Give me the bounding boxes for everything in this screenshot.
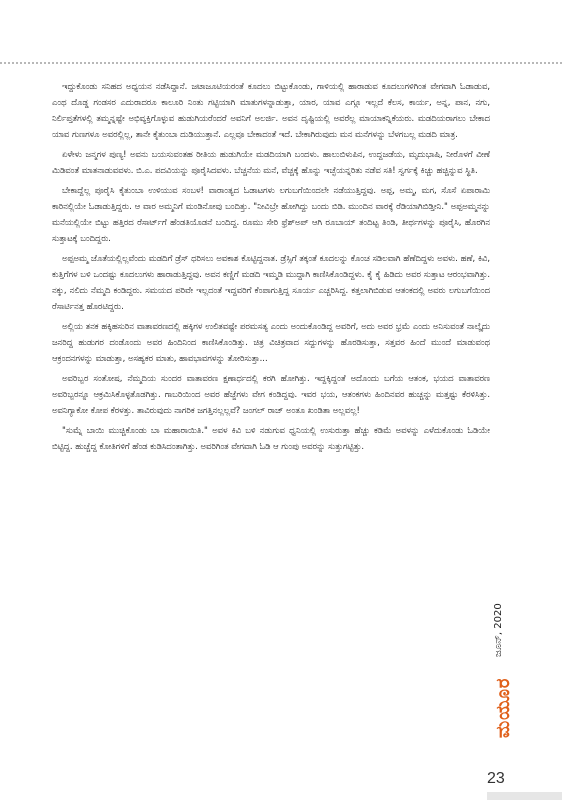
article-paragraph: ಏಳೇಳು ಜನ್ಮಗಳ ಪುಣ್ಯ! ಅವನು ಬಯಸುವಂತಹ ರೀತಿಯ ಹುಡುಗಿಯೇ ಮಡದಿಯಾಗಿ ಬಂದಳು. ಹಾಲುಬಿಳುಪಿನ, ಉದ್ದಜಡೆಯ, ಮೃದುಭಾಷಿ, ನೀರೊಳಗೆ ವೀಣೆ ಮಿಡಿವಂತೆ ಮಾತನಾಡುವವಳು. ಬಿ.ಎ. ಪದವಿಯನ್ನು ಪೂರೈಸಿದವಳು. ಬೆಚ್ಚನೆಯ ಮನೆ, ವೆಚ್ಚಕ್ಕೆ ಹೊನ್ನು ಇಚ್ಛೆಯನ್ನರಿತು ನಡೆವ ಸತಿ! ಸ್ವರ್ಗಕ್ಕೆ ಕಿಚ್ಚು ಹಚ್ಚಿನ್ನುವ ಸ್ಥಿತಿ. (52, 149, 490, 175)
article-paragraph: "ಸುಮ್ನೆ ಬಾಯಿ ಮುಚ್ಚಿಕೊಂಡು ಬಾ ಮಹಾರಾಯಿತಿ." ಅವಳ ಕಿವಿ ಬಳಿ ನಡುಗುವ ಧ್ವನಿಯಲ್ಲಿ ಉಸುರುತ್ತಾ ಹೆಚ್ಚು ಕಡಿಮೆ ಅವಳನ್ನು ಎಳೆದುಕೊಂಡು ಓಡಿಯೇ ಬಿಟ್ಟಿದ್ದ. ಹುಚ್ಚೆದ್ದ ಕೋತಿಗಳಿಗೆ ಹೆಂಡ ಕುಡಿಸಿದಂತಾಗಿತ್ತು. ಅವರಿಗಿಂತ ವೇಗವಾಗಿ ಓಡಿ ಆ ಗುಂಪು ಅವರನ್ನು ಸುತ್ತುಗಟ್ಟಿತ್ತು. (52, 425, 490, 451)
issue-date: ಜೂನ್, 2020 (493, 603, 504, 657)
article-paragraph: ಅಪ್ಪಅಮ್ಮ ಜೊತೆಯಲ್ಲಿಲ್ಲವೆಂದು ಮಡದಿಗೆ ಡ್ರೆಸ್ ಧರಿಸಲು ಅವಕಾಶ ಕೊಟ್ಟಿದ್ದನಾತ. ಡ್ರೆಸ್ಸಿಗೆ ತಕ್ಕಂತೆ ಕೂದಲನ್ನು ಕೊಂಚ ಸಡಿಲವಾಗಿ ಹೆಣೆದಿದ್ದಳು ಅವಳು. ಹಣೆ, ಕಿವಿ, ಕುತ್ತಿಗೆಗಳ ಬಳಿ ಒಂದಷ್ಟು ಕೂದಲುಗಳು ಹಾರಾಡುತ್ತಿದ್ದವು. ಅವನ ಕಣ್ಣಿಗೆ ಮಡದಿ ಇಮ್ಮಡಿ ಮುದ್ದಾಗಿ ಕಾಣಿಸಿಕೊಂಡಿದ್ದಳು. ಕೈ ಕೈ ಹಿಡಿದು ಅವರ ಸುತ್ತಾಟ ಆರಂಭವಾಗಿತ್ತು. ನಕ್ಕು, ನಲಿದು ನೆಮ್ಮದಿ ಕಂಡಿದ್ದರು. ಸಮಯದ ಪರಿವೇ ಇಲ್ಲದಂತೆ ಇದ್ದವರಿಗೆ ಕೆಂಪಾಗುತ್ತಿದ್ದ ಸೂರ್ಯ ಎಚ್ಚರಿಸಿದ್ದ. ಕತ್ತಲಾಗಿಬಿಡುವ ಆತಂಕದಲ್ಲಿ ಅವರು ಲಗುಬಗೆಯಿಂದ ರೆಸಾರ್ಟಿನತ್ತ ಹೊರಟಿದ್ದರು. (52, 253, 490, 311)
top-dotted-divider (0, 62, 562, 64)
article-body (52, 78, 490, 690)
magazine-side-rail (493, 600, 519, 750)
article-paragraph: ಇದ್ದುಕೊಂಡು ಸನಿಹದ ಅಧ್ಯಯನ ನಡೆಸಿದ್ದಾನೆ. ಜಟಾಜೂಟಿಯರಂತೆ ಕೂದಲು ಬಿಟ್ಟುಕೊಂಡು, ಗಾಳಿಯಲ್ಲಿ ಹಾರಾಡುವ ಕೂದಲುಗಳಿಗಿಂತ ವೇಗವಾಗಿ ಓಡಾಡುವ, ಎಂಥ ದೊಡ್ಡ ಗಂಡಸರ ಎದುರಾದರೂ ಕಾಲೂರಿ ನಿಂತು ಗಟ್ಟಿಯಾಗಿ ಮಾತುಗಳನ್ನಾಡುತ್ತಾ, ಯಾರ, ಯಾವ ಎಗ್ಗೂ ಇಲ್ಲದೆ ಕೆಲಸ, ಕಾರ್ಯ, ಅನ್ನ, ಪಾನ, ನಗು, ನಿರ್ಲಿಪ್ತತೆಗಳಲ್ಲಿ ತಮ್ಮನ್ನಷ್ಟೇ ಅಭಿವ್ಯಕ್ತಿಗೊಳ್ಳುವ ಹುಡುಗಿಯರೆಂದರೆ ಅವನಿಗೆ ಅಲರ್ಜಿ. ಅವನ ದೃಷ್ಟಿಯಲ್ಲಿ ಅವರೆಲ್ಲ ಮಾಯಾಕನ್ನಿಕೆಯರು. ಮಡದಿಯರಾಗಲು ಬೇಕಾದ ಯಾವ ಗುಣಗಳೂ ಅವರಲ್ಲಿಲ್ಲ, ತಾನೇ ಕೈತುಂಬಾ ದುಡಿಯುತ್ತಾನೆ. ಎಲ್ಲವೂ ಬೇಕಾದಂತೆ ಇದೆ. ಬೇಕಾಗಿರುವುದು ಮನ ಮನೆಗಳನ್ನು ಬೆಳಗಬಲ್ಲ ಮಡದಿ ಮಾತ್ರ. (52, 81, 490, 139)
article-paragraph: ಅಲ್ಲಿಯ ತನಕ ಹಕ್ಕಿಹಸುರಿನ ವಾತಾವರಣದಲ್ಲಿ ಹಕ್ಕಿಗಳ ಉಲಿತವಷ್ಟೇ ಪರಮಸತ್ಯ ಎಂದು ಅಂದುಕೊಂಡಿದ್ದ ಅವರಿಗೆ, ಅದು ಅವರ ಭ್ರಮೆ ಎಂದು ಅನಿಸುವಂತೆ ನಾಲ್ಕೈದು ಜನರಿದ್ದ ಹುಡುಗರ ದಂಡೊಂದು ಅವರ ಹಿಂದಿನಿಂದ ಕಾಣಿಸಿಕೊಂಡಿತ್ತು. ಚಿತ್ರ ವಿಚಿತ್ರವಾದ ಸದ್ದುಗಳನ್ನು ಹೊರಡಿಸುತ್ತಾ, ಸತ್ತವರ ಹಿಂದೆ ಮುಂದೆ ಮಾಡುವಂಥ ಆಕ್ರಂದನಗಳನ್ನು ಮಾಡುತ್ತಾ, ಅಸಹ್ಯಕರ ಮಾತು, ಹಾವಭಾವಗಳನ್ನು ತೋರಿಸುತ್ತಾ... (52, 321, 490, 363)
magazine-logo: ಮಯೂರ (493, 677, 514, 739)
article-paragraph: ಅವರಿಬ್ಬರ ಸಂತೋಷ, ನೆಮ್ಮದಿಯ ಸುಂದರ ವಾತಾವರಣ ಕ್ಷಣಾರ್ಧದಲ್ಲಿ ಕರಗಿ ಹೋಗಿತ್ತು. ಇದ್ದಕ್ಕಿದ್ದಂತೆ ಅದೊಂದು ಬಗೆಯ ಆತಂಕ, ಭಯದ ವಾತಾವರಣ ಅವರಿಬ್ಬರನ್ನೂ ಆಕ್ರಮಿಸಿಕೊಳ್ಳತೊಡಗಿತ್ತು. ಗಾಬರಿಯಿಂದ ಅವರ ಹೆಜ್ಜೆಗಳು ವೇಗ ಕಂಡಿದ್ದವು. ಇವರ ಭಯ, ಆತಂಕಗಳು ಹಿಂದಿನವರ ಹುಚ್ಚನ್ನು ಮತ್ತಷ್ಟು ಕೆರಳಿಸಿತ್ತು. ಅವನಿಗ್ಯಾಕೋ ಕೋಪ ಕೆರಳತ್ತು. ತಾವಿರುವುದು ನಾಗರಿಕ ಜಗತ್ತಿನಲ್ಲಲ್ಲವೆ? ಜಂಗಲ್ ರಾಜ್ ಅಂತೂ ಖಂಡಿತಾ ಅಲ್ಲವಲ್ಲ! (52, 373, 490, 415)
page-number: 23 (487, 770, 505, 787)
article-paragraph: ಬೇಕಾದ್ದೆಲ್ಲ ಪೂರೈಸಿ ಕೈತುಂಬಾ ಉಳಿಯುವ ಸಂಬಳ! ವಾರಾಂತ್ಯದ ಓಡಾಟಗಳು ಲಗುಬಗೆಯಿಂದಲೇ ನಡೆಯುತ್ತಿದ್ದವು. ಅಪ್ಪ, ಅಮ್ಮ, ಮಗ, ಸೊಸೆ ಏಪಾರಾಮಿ ಕಾರಿನಲ್ಲಿಯೇ ಓಡಾಡುತ್ತಿದ್ದರು. ಆ ವಾರ ಅಮ್ಮನಿಗೆ ಮಂಡಿನೋವು ಬಂದಿತ್ತು. "ನೀವಿಬ್ರೇ ಹೋಗಿದ್ದು ಬಂದು ಬಿಡಿ. ಮುಂದಿನ ವಾರಕ್ಕೆ ರೆಡಿಯಾಗಿಬಿಡ್ತೀನಿ." ಅಪ್ಪಅಮ್ಮನನ್ನು ಮನೆಯಲ್ಲಿಯೇ ಬಿಟ್ಟು ಹತ್ತಿರದ ರೆಸಾರ್ಟ್‌ಗೆ ಹೆಂಡತಿಯೊಡನೆ ಬಂದಿದ್ದ. ರೂಮು ಸೇರಿ ಫ್ರೆಶ್‌ಅಪ್ ಆಗಿ ರೂಬಾಯ್ ತಂದಿಟ್ಟ ತಿಂಡಿ, ತೀರ್ಥಗಳನ್ನು ಪೂರೈಸಿ, ಹೊರಗಿನ ಸುತ್ತಾಟಕ್ಕೆ ಬಂದಿದ್ದರು. (52, 185, 490, 243)
footer-bar (487, 792, 562, 800)
